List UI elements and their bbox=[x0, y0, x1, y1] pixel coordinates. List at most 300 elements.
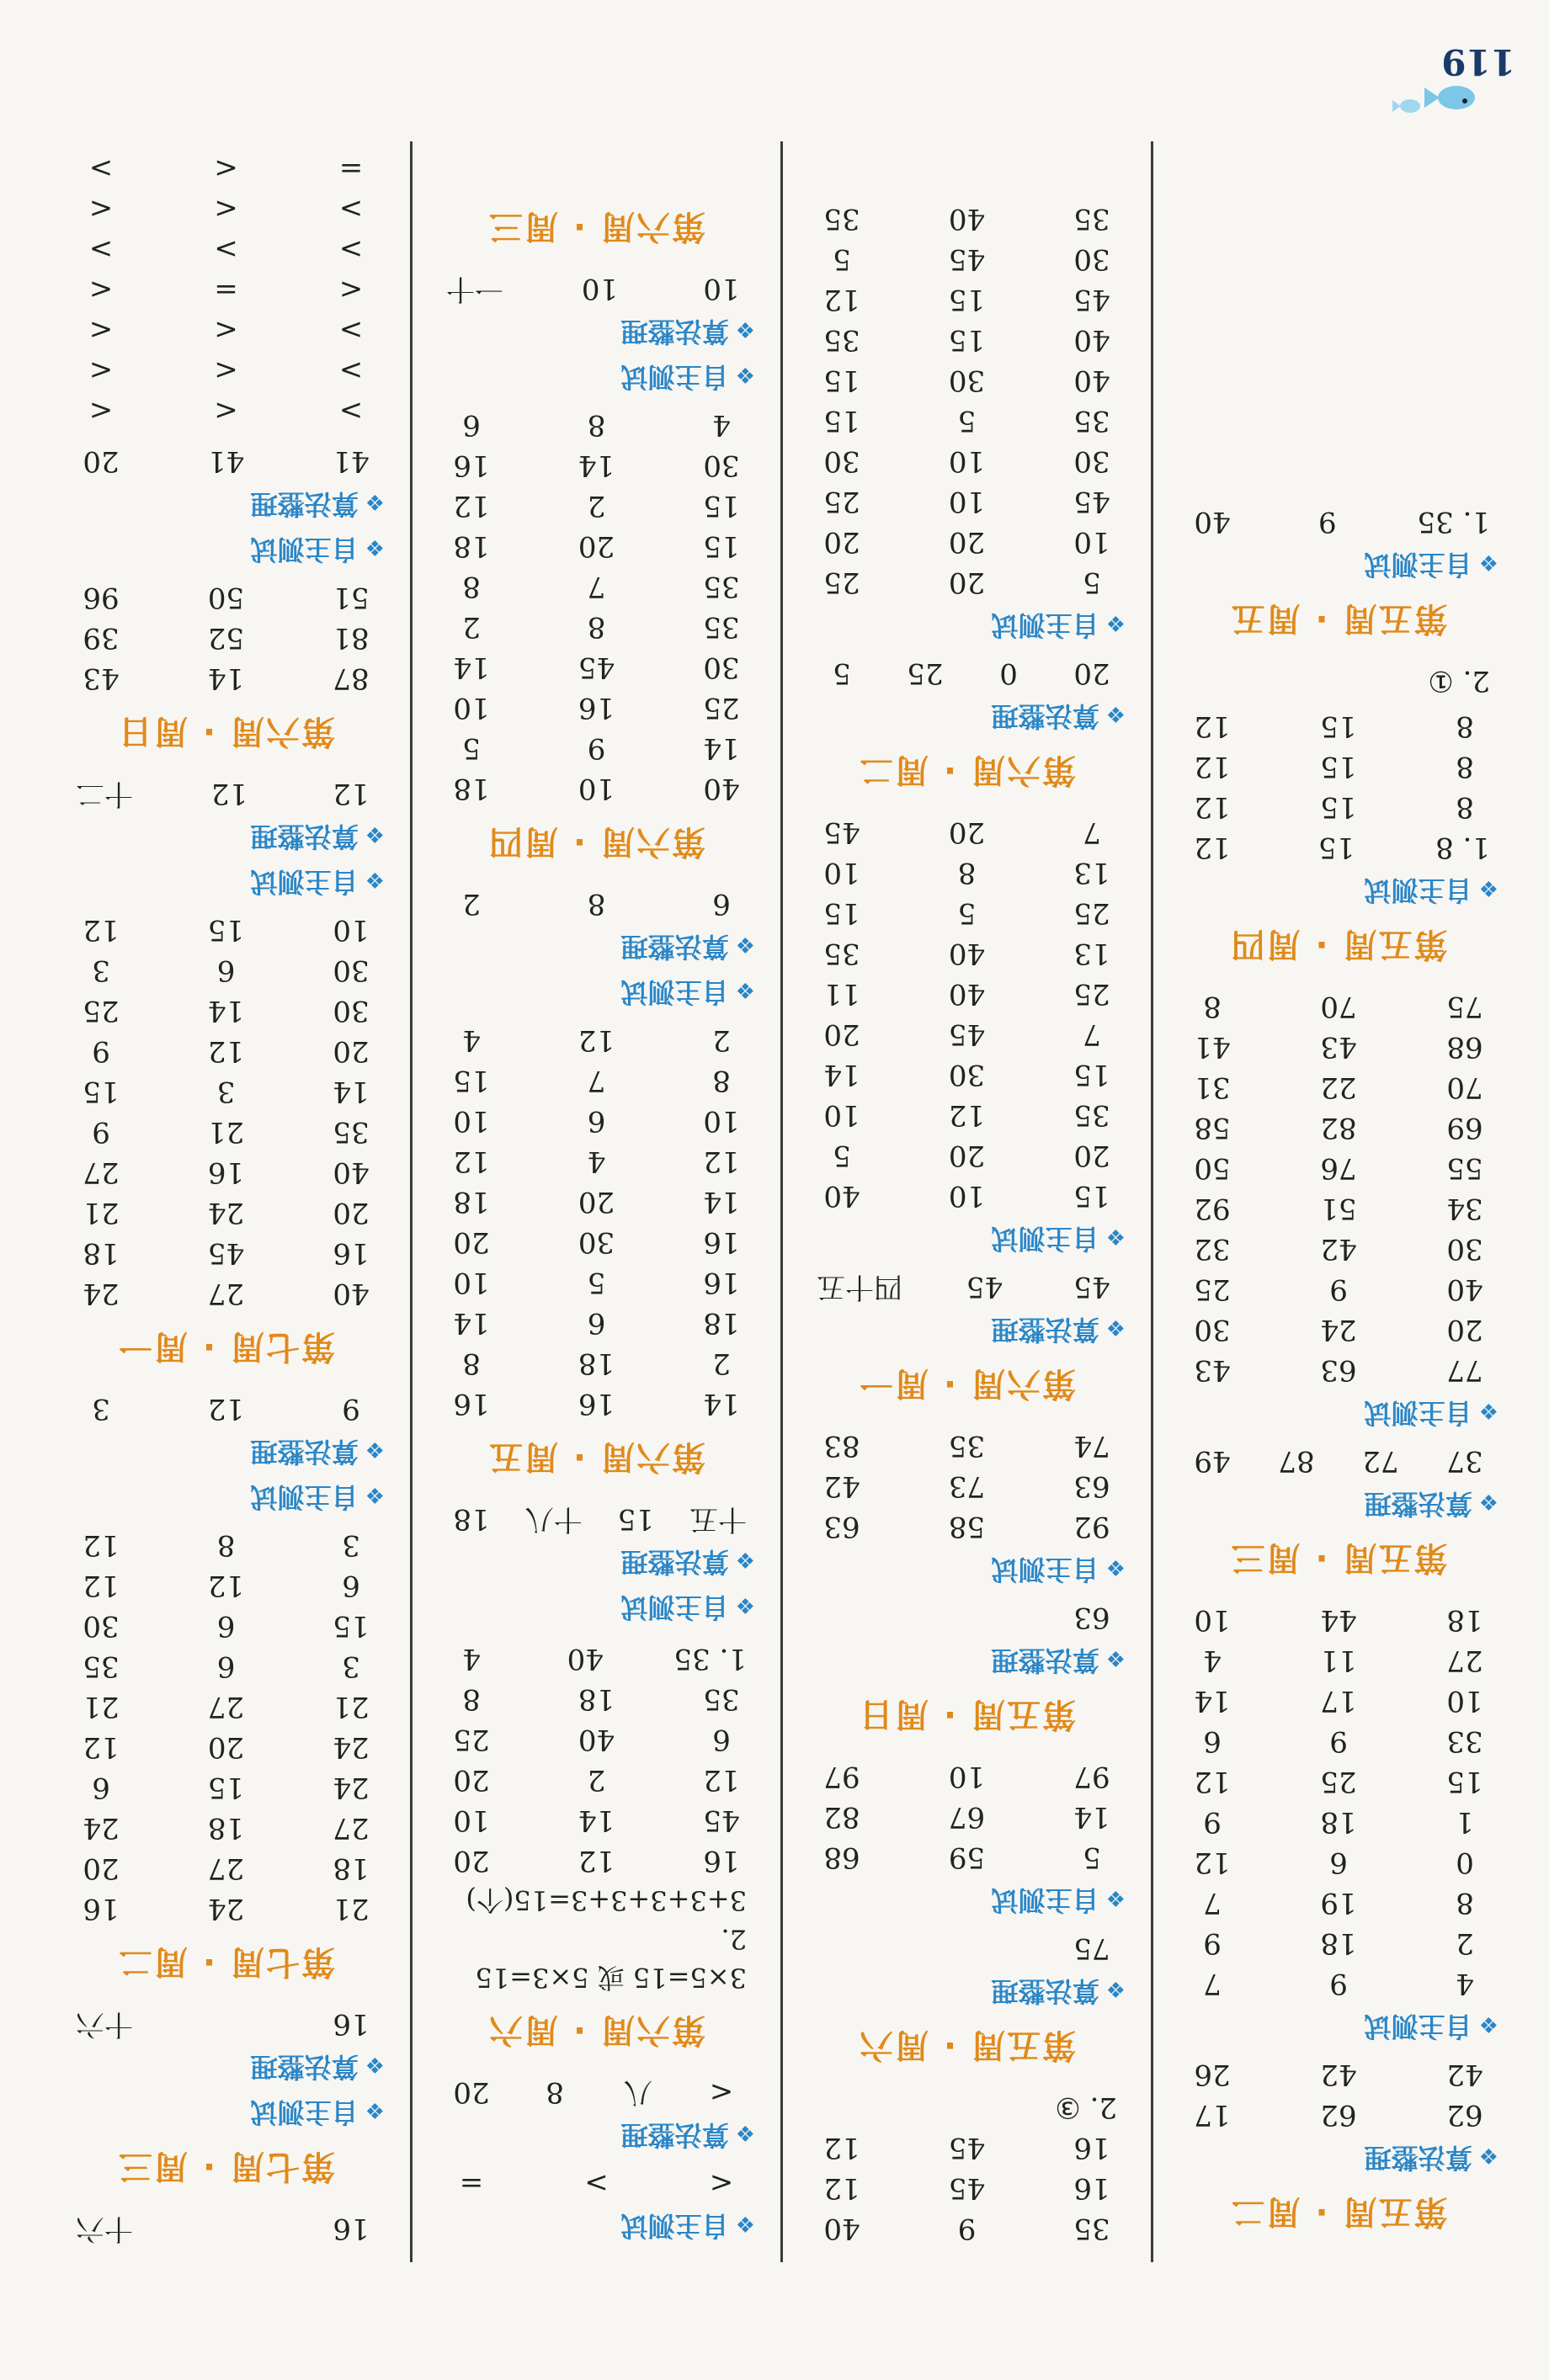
answer-value: 35 bbox=[1073, 2212, 1110, 2245]
answer-row bbox=[1179, 706, 1498, 746]
week-section bbox=[67, 773, 385, 1373]
answer-value: 8 bbox=[462, 1347, 481, 1380]
answer-value: 8 bbox=[462, 570, 481, 603]
answer-value: 4 bbox=[1203, 1644, 1222, 1677]
answer-value: 25 bbox=[453, 1723, 490, 1756]
subsection-label: 算法整理 bbox=[991, 1644, 1099, 1676]
answer-value: 8 bbox=[1456, 1886, 1474, 1920]
subsection bbox=[438, 975, 755, 1013]
answer-row bbox=[67, 441, 385, 481]
answer-row bbox=[1179, 661, 1498, 701]
subsection-title bbox=[1179, 2140, 1498, 2179]
answer-value: 18 bbox=[1320, 1805, 1357, 1839]
answer-value: < bbox=[88, 394, 114, 428]
answer-value: 15 bbox=[617, 1502, 654, 1536]
answer-row bbox=[1179, 502, 1498, 542]
subsection-title bbox=[67, 864, 385, 903]
week-section-title: 第五周 · 周六 bbox=[857, 2026, 1077, 2064]
answer-value: 35 bbox=[948, 1429, 986, 1463]
answer-value: 9 bbox=[1329, 1724, 1348, 1758]
answer-row bbox=[67, 1233, 385, 1273]
subsection-label: 自主测试 bbox=[620, 976, 729, 1008]
answer-row bbox=[67, 148, 385, 189]
diamond-icon: ❖ bbox=[365, 534, 385, 560]
answer-value: 69 bbox=[1446, 1111, 1483, 1145]
answer-value: 30 bbox=[703, 651, 740, 684]
week-section bbox=[438, 2072, 755, 2247]
answer-value: 11 bbox=[823, 977, 860, 1011]
answer-value: > bbox=[338, 394, 364, 428]
answer-value: 10 bbox=[948, 1760, 986, 1793]
answer-row bbox=[438, 1343, 755, 1384]
answer-value: 12 bbox=[703, 1763, 740, 1797]
answer-value: 10 bbox=[453, 1266, 490, 1299]
diamond-icon: ❖ bbox=[365, 821, 385, 847]
answer-value: 41 bbox=[333, 444, 370, 478]
answer-value: 16 bbox=[578, 691, 615, 725]
answer-value: 4 bbox=[712, 408, 731, 442]
subsection-title bbox=[67, 1434, 385, 1473]
answer-row bbox=[67, 1606, 385, 1646]
answer-value: 0 bbox=[1456, 1846, 1474, 1879]
subsection-label: 自主测试 bbox=[250, 2096, 359, 2128]
subsection-title bbox=[1179, 1395, 1498, 1434]
answer-value: 24 bbox=[83, 1277, 120, 1310]
answer-row bbox=[1179, 986, 1498, 1027]
answer-value: 4 bbox=[587, 1145, 606, 1178]
answer-row bbox=[438, 486, 755, 526]
subsection bbox=[1179, 661, 1498, 701]
diamond-icon: ❖ bbox=[1105, 701, 1126, 726]
answer-value: 24 bbox=[207, 1892, 245, 1926]
answer-value: 24 bbox=[333, 1730, 370, 1764]
answer-row bbox=[438, 688, 755, 728]
answer-row bbox=[438, 1958, 755, 1997]
answer-value: 15 bbox=[453, 1064, 490, 1097]
answer-value: 14 bbox=[453, 1306, 490, 1340]
answer-value: 12 bbox=[83, 913, 120, 947]
answer-value: 15 bbox=[1073, 1179, 1110, 1213]
answer-value: < bbox=[709, 2075, 734, 2109]
answer-row bbox=[67, 1767, 385, 1808]
answer-row bbox=[438, 884, 755, 924]
answer-row bbox=[1179, 1681, 1498, 1721]
answer-value: 5 bbox=[833, 1139, 851, 1172]
answer-row bbox=[67, 1152, 385, 1193]
answer-row bbox=[1179, 1350, 1498, 1390]
answer-value: 25 bbox=[907, 656, 944, 690]
answer-value: 15 bbox=[207, 913, 245, 947]
answer-value: 45 bbox=[1073, 1270, 1110, 1304]
answer-value: < bbox=[338, 273, 364, 306]
answer-value: 13 bbox=[1073, 856, 1110, 890]
subsection-label: 自主测试 bbox=[1364, 1397, 1472, 1429]
answer-value: 58 bbox=[948, 1510, 986, 1543]
subsection-title bbox=[808, 1312, 1126, 1351]
answer-value: 49 bbox=[1194, 1444, 1231, 1478]
answer-value: 8 bbox=[216, 1528, 236, 1562]
answer-value: 20 bbox=[333, 1034, 370, 1068]
answer-value: 40 bbox=[1446, 1272, 1483, 1306]
answer-value: 18 bbox=[703, 1306, 740, 1340]
answer-value: 13 bbox=[1073, 937, 1110, 970]
diamond-icon: ❖ bbox=[735, 1592, 755, 1618]
answer-value: 5 bbox=[462, 731, 481, 765]
answer-value: 15 bbox=[823, 896, 860, 930]
answer-row bbox=[438, 1141, 755, 1182]
answer-row bbox=[438, 768, 755, 809]
week-section-title: 第五周 · 周五 bbox=[1229, 599, 1448, 638]
answer-value: 十六 bbox=[76, 2212, 133, 2245]
answer-value: 35 bbox=[1073, 202, 1110, 236]
answer-value: 14 bbox=[823, 1058, 860, 1092]
subsection-label: 算法整理 bbox=[991, 700, 1099, 732]
subsection-title bbox=[438, 1544, 755, 1583]
answer-row bbox=[438, 647, 755, 688]
subsection-title bbox=[438, 1590, 755, 1628]
answer-value: 35 bbox=[1073, 404, 1110, 438]
answer-value: 10 bbox=[453, 1804, 490, 1837]
answer-value: 7 bbox=[1083, 1017, 1101, 1051]
answer-value: 12 bbox=[578, 1023, 615, 1057]
subsection bbox=[438, 2163, 755, 2247]
answer-value: 4 bbox=[462, 1023, 481, 1057]
answer-value: 10 bbox=[823, 856, 860, 890]
answer-value: 6 bbox=[712, 1723, 731, 1756]
subsection bbox=[808, 1426, 1126, 1591]
subsection-title bbox=[1179, 547, 1498, 586]
diamond-icon: ❖ bbox=[365, 489, 385, 514]
answer-value: 14 bbox=[453, 651, 490, 684]
answer-value: 25 bbox=[83, 994, 120, 1028]
diamond-icon: ❖ bbox=[1478, 550, 1498, 575]
answer-row bbox=[438, 1384, 755, 1424]
answer-value: 15 bbox=[333, 1609, 370, 1643]
answer-row bbox=[1179, 1108, 1498, 1148]
answer-value: 5 bbox=[957, 896, 977, 930]
week-section bbox=[67, 148, 385, 431]
answer-value: 30 bbox=[1194, 1313, 1231, 1347]
answer-value: 2 bbox=[462, 610, 481, 644]
answer-value: 14 bbox=[703, 1185, 740, 1219]
answer-value: 27 bbox=[207, 1851, 245, 1885]
answer-value: 21 bbox=[207, 1115, 245, 1149]
answer-value: 1. 35 bbox=[1417, 505, 1490, 539]
week-section bbox=[808, 1756, 1126, 2072]
answer-value: 十六 bbox=[76, 2007, 133, 2041]
answer-row bbox=[808, 239, 1126, 279]
answer-value: 20 bbox=[948, 815, 986, 849]
answer-value: 15 bbox=[823, 364, 860, 397]
answer-value: 8 bbox=[1203, 990, 1222, 1023]
subsection-title bbox=[808, 1974, 1126, 2012]
diamond-icon: ❖ bbox=[365, 2097, 385, 2122]
answer-value: 30 bbox=[703, 449, 740, 482]
answer-value: 75 bbox=[1446, 990, 1483, 1023]
answer-value: 10 bbox=[333, 913, 370, 947]
answer-value: 12 bbox=[823, 2171, 860, 2205]
answer-value: 6 bbox=[462, 408, 481, 442]
answer-value: 2 bbox=[712, 1347, 731, 1380]
answer-value: 15 bbox=[703, 529, 740, 563]
answer-row bbox=[67, 2208, 385, 2249]
page-number: 119 bbox=[1441, 41, 1515, 82]
answer-row bbox=[67, 991, 385, 1031]
answer-value: 27 bbox=[207, 1690, 245, 1724]
answer-row bbox=[67, 950, 385, 991]
answer-value: 8 bbox=[546, 2075, 564, 2109]
diamond-icon: ❖ bbox=[735, 2120, 755, 2145]
answer-value: 8 bbox=[587, 610, 606, 644]
answer-value: 18 bbox=[333, 1851, 370, 1885]
answer-value: 19 bbox=[1320, 1886, 1357, 1920]
answer-value: 12 bbox=[83, 1730, 120, 1764]
answer-value: 55 bbox=[1446, 1151, 1483, 1185]
answer-value: 0 bbox=[999, 656, 1018, 690]
subsection-label: 自主测试 bbox=[620, 2210, 729, 2242]
subsection bbox=[1179, 986, 1498, 1434]
answer-value: 40 bbox=[333, 1277, 370, 1310]
week-section-title: 第六周 · 周四 bbox=[487, 822, 706, 861]
diamond-icon: ❖ bbox=[735, 362, 755, 387]
answer-value: > bbox=[338, 192, 364, 226]
answer-value: 2. ③ bbox=[1055, 2090, 1117, 2124]
answer-value: 16 bbox=[703, 1844, 740, 1878]
subsection-label: 算法整理 bbox=[991, 1314, 1099, 1346]
answer-row bbox=[808, 1176, 1126, 1216]
subsection-title bbox=[438, 359, 755, 398]
answer-value: 45 bbox=[1073, 283, 1110, 316]
answer-value: 15 bbox=[83, 1075, 120, 1108]
answer-row bbox=[808, 1928, 1126, 1968]
answer-value: 35 bbox=[333, 1115, 370, 1149]
answer-value: 20 bbox=[1073, 656, 1110, 690]
answer-column bbox=[42, 141, 413, 2262]
week-section bbox=[67, 2004, 385, 2193]
week-section-title: 第六周 · 周五 bbox=[487, 1437, 706, 1476]
answer-row bbox=[438, 728, 755, 768]
answer-value: 45 bbox=[966, 1270, 1003, 1304]
answer-value: 1. 8 bbox=[1435, 831, 1490, 864]
answer-value: 62 bbox=[1320, 2098, 1357, 2132]
answer-value: 40 bbox=[1073, 364, 1110, 397]
subsection-label: 算法整理 bbox=[620, 2119, 729, 2151]
answer-value: 5 bbox=[833, 656, 851, 690]
subsection bbox=[1179, 706, 1498, 911]
answer-row bbox=[808, 1797, 1126, 1837]
subsection bbox=[67, 577, 385, 699]
answer-value: 51 bbox=[1320, 1192, 1357, 1225]
answer-value: 11 bbox=[1320, 1644, 1357, 1677]
subsection bbox=[67, 910, 385, 1314]
week-section bbox=[438, 1499, 755, 1628]
answer-value: 40 bbox=[823, 2212, 860, 2245]
subsection bbox=[808, 1756, 1126, 1921]
answer-value: 20 bbox=[948, 525, 986, 559]
answer-value: 20 bbox=[823, 1017, 860, 1051]
week-section bbox=[808, 1426, 1126, 1741]
subsection-label: 自主测试 bbox=[1364, 874, 1472, 906]
answer-value: 52 bbox=[207, 621, 245, 655]
answer-value: 40 bbox=[948, 202, 986, 236]
answer-value: 44 bbox=[1320, 1603, 1357, 1637]
answer-value: 45 bbox=[578, 651, 615, 684]
subsection-label: 自主测试 bbox=[991, 609, 1099, 641]
week-section-title: 第五周 · 周三 bbox=[1229, 1538, 1448, 1577]
answer-row bbox=[67, 773, 385, 814]
subsection bbox=[808, 812, 1126, 1260]
answer-value: 21 bbox=[333, 1690, 370, 1724]
subsection bbox=[808, 1928, 1126, 2012]
week-section bbox=[808, 2087, 1126, 2249]
answer-value: 97 bbox=[823, 1760, 860, 1793]
answer-value: 16 bbox=[703, 1225, 740, 1259]
diamond-icon: ❖ bbox=[1105, 610, 1126, 635]
answer-value: 17 bbox=[1320, 1684, 1357, 1718]
answer-value: 72 bbox=[1362, 1444, 1399, 1478]
subsection bbox=[438, 2072, 755, 2156]
answer-value: 十八 bbox=[524, 1502, 583, 1536]
subsection-label: 算法整理 bbox=[620, 1546, 729, 1578]
subsection bbox=[438, 268, 755, 353]
answer-row bbox=[67, 1565, 385, 1606]
answer-value: 16 bbox=[83, 1892, 120, 1926]
answer-value: 2 bbox=[587, 489, 606, 523]
subsection bbox=[67, 1525, 385, 1929]
answer-row bbox=[438, 607, 755, 647]
answer-value: 30 bbox=[948, 1058, 986, 1092]
answer-row bbox=[67, 229, 385, 269]
answer-value: 10 bbox=[1194, 1603, 1231, 1637]
answer-row bbox=[808, 522, 1126, 562]
week-section bbox=[1179, 502, 1498, 645]
answer-value: 35 bbox=[823, 202, 860, 236]
answer-value: 14 bbox=[703, 731, 740, 765]
answer-value: 3×5=15 或 5×3=15 bbox=[475, 1962, 747, 1994]
answer-value: 12 bbox=[1194, 831, 1231, 864]
answer-value: 8 bbox=[1456, 709, 1474, 743]
subsection bbox=[1179, 1441, 1498, 1525]
answer-value: 四十五 bbox=[817, 1270, 902, 1304]
diamond-icon: ❖ bbox=[1478, 1398, 1498, 1423]
answer-value: 12 bbox=[823, 283, 860, 316]
answer-value: 18 bbox=[578, 1347, 615, 1380]
answer-value: 81 bbox=[333, 621, 370, 655]
answer-value: 7 bbox=[587, 1064, 606, 1097]
week-section-title: 第七周 · 周三 bbox=[116, 2147, 336, 2186]
answer-value: 92 bbox=[1073, 1510, 1110, 1543]
answer-value: 12 bbox=[948, 1098, 986, 1132]
answer-value: 4 bbox=[1456, 1967, 1474, 2000]
week-section bbox=[67, 2208, 385, 2249]
answer-value: 16 bbox=[578, 1387, 615, 1421]
subsection bbox=[438, 1590, 755, 1628]
week-section bbox=[1179, 1600, 1498, 2239]
subsection-title bbox=[67, 819, 385, 858]
answer-value: 5 bbox=[833, 242, 851, 276]
diamond-icon: ❖ bbox=[1105, 1224, 1126, 1249]
answer-value: 12 bbox=[207, 1569, 245, 1602]
answer-value: 十五 bbox=[689, 1502, 747, 1536]
answer-value: 7 bbox=[1203, 1967, 1222, 2000]
subsection-title bbox=[67, 1480, 385, 1518]
answer-value: 20 bbox=[578, 529, 615, 563]
answer-value: 6 bbox=[587, 1104, 606, 1138]
answer-row bbox=[438, 1719, 755, 1760]
answer-value: 6 bbox=[216, 954, 236, 987]
answer-value: 97 bbox=[1073, 1760, 1110, 1793]
answer-row bbox=[808, 1055, 1126, 1095]
answer-value: 87 bbox=[333, 661, 370, 695]
answer-value: 16 bbox=[453, 1387, 490, 1421]
answer-value: 50 bbox=[207, 581, 245, 614]
subsection-label: 自主测试 bbox=[620, 1591, 729, 1623]
week-section bbox=[808, 812, 1126, 1410]
answer-value: 40 bbox=[1194, 505, 1231, 539]
subsection bbox=[438, 884, 755, 968]
subsection-label: 自主测试 bbox=[991, 1223, 1099, 1255]
answer-value: 16 bbox=[1073, 2131, 1110, 2165]
answer-value: 45 bbox=[948, 2131, 986, 2165]
answer-value: 40 bbox=[703, 772, 740, 805]
answer-value: 30 bbox=[1446, 1232, 1483, 1266]
week-section-title: 第六周 · 周一 bbox=[857, 1364, 1077, 1403]
subsection bbox=[808, 1267, 1126, 1351]
answer-row bbox=[808, 401, 1126, 441]
subsection-label: 算法整理 bbox=[250, 1436, 359, 1468]
week-section-title: 第五周 · 周四 bbox=[1229, 925, 1448, 964]
answer-value: 20 bbox=[578, 1185, 615, 1219]
answer-value: 20 bbox=[333, 1196, 370, 1230]
answer-row bbox=[438, 1800, 755, 1841]
answer-value: 92 bbox=[1194, 1192, 1231, 1225]
answer-value: 33 bbox=[1446, 1724, 1483, 1758]
answer-row bbox=[438, 1222, 755, 1262]
answer-value: 9 bbox=[587, 731, 606, 765]
answer-value: 67 bbox=[948, 1800, 986, 1834]
answer-value: 7 bbox=[1083, 815, 1101, 849]
answer-value: 51 bbox=[333, 581, 370, 614]
answer-row bbox=[1179, 1923, 1498, 1963]
answer-value: 42 bbox=[1446, 2058, 1483, 2091]
answer-value: 40 bbox=[948, 937, 986, 970]
answer-value: > bbox=[88, 232, 114, 266]
answer-row bbox=[438, 1760, 755, 1800]
answer-row bbox=[1179, 1600, 1498, 1640]
answer-value: > bbox=[584, 2166, 609, 2200]
answer-value: 5 bbox=[1083, 1841, 1101, 1874]
subsection-label: 自主测试 bbox=[250, 866, 359, 898]
answer-value: 35 bbox=[823, 937, 860, 970]
answer-value: 62 bbox=[1446, 2098, 1483, 2132]
answer-value: 15 bbox=[703, 489, 740, 523]
answer-value: 27 bbox=[207, 1277, 245, 1310]
answer-value: < bbox=[88, 353, 114, 387]
answer-row bbox=[808, 2087, 1126, 2128]
diamond-icon: ❖ bbox=[365, 867, 385, 892]
week-section bbox=[438, 268, 755, 869]
answer-value: 42 bbox=[1320, 2058, 1357, 2091]
answer-row bbox=[67, 390, 385, 431]
answer-value: = bbox=[459, 2166, 484, 2200]
answer-value: 10 bbox=[453, 691, 490, 725]
answer-value: < bbox=[214, 151, 238, 185]
answer-value: 15 bbox=[948, 283, 986, 316]
answer-value: 20 bbox=[453, 1763, 490, 1797]
answer-value: 20 bbox=[83, 444, 120, 478]
answer-value: > bbox=[338, 232, 364, 266]
answer-row bbox=[1179, 2095, 1498, 2135]
